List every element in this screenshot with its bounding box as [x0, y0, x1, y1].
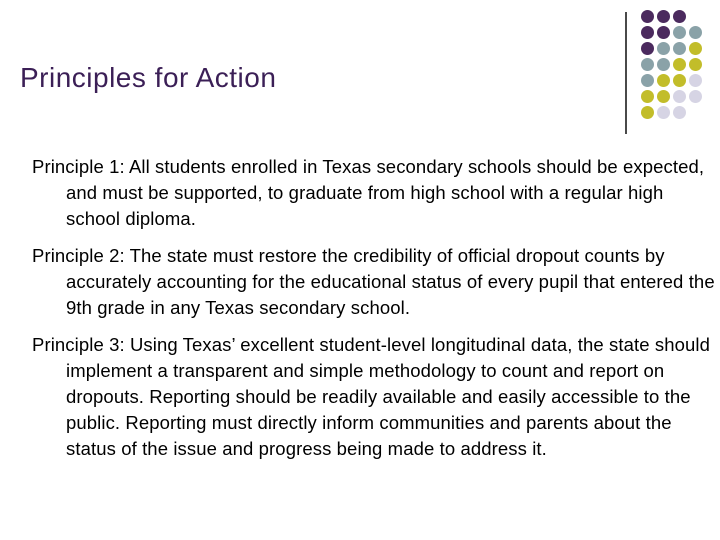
decorative-dot	[641, 26, 654, 39]
decorative-dot	[673, 26, 686, 39]
principles-list	[32, 154, 716, 473]
decorative-dot	[641, 42, 654, 55]
decorative-dot	[657, 58, 670, 71]
decorative-dot	[641, 90, 654, 103]
decorative-dot	[673, 10, 686, 23]
principle-2-lead: Principle 2:	[32, 245, 125, 266]
decorative-dot-grid	[641, 10, 711, 122]
decorative-dot	[689, 90, 702, 103]
principle-1	[32, 154, 716, 232]
decorative-dot	[657, 26, 670, 39]
decorative-dot	[689, 26, 702, 39]
decorative-dot	[689, 74, 702, 87]
vertical-divider	[625, 12, 627, 134]
decorative-dot	[673, 42, 686, 55]
principle-2	[32, 243, 716, 321]
slide-title: Principles for Action	[20, 62, 277, 93]
decorative-dot	[641, 10, 654, 23]
principle-3-text: Using Texas’ excellent student-level longitudinal data, the state should implement a transparent and simple methodology to count and report on dropouts. Reporting should be readily available and easily accessible to the public. Reporting must directly inform communities and parents about the status of the issue and progress being made to address it.	[66, 334, 710, 459]
decorative-dot	[641, 58, 654, 71]
principle-3	[32, 332, 716, 462]
decorative-dot	[689, 58, 702, 71]
decorative-dot	[641, 106, 654, 119]
decorative-dot	[673, 106, 686, 119]
decorative-dot	[673, 58, 686, 71]
decorative-dot	[657, 10, 670, 23]
decorative-dot	[657, 74, 670, 87]
principle-3-lead: Principle 3:	[32, 334, 125, 355]
principle-2-text: The state must restore the credibility of official dropout counts by accurately accounting for the educational status of every pupil that entered the 9th grade in any Texas secondary school.	[66, 245, 715, 318]
decorative-dot	[657, 90, 670, 103]
principle-1-text: All students enrolled in Texas secondary schools should be expected, and must be supported, to graduate from high school with a regular high school diploma.	[66, 156, 705, 229]
decorative-dot	[657, 106, 670, 119]
decorative-dot	[689, 42, 702, 55]
decorative-dot	[673, 90, 686, 103]
decorative-dot	[641, 74, 654, 87]
principle-1-lead: Principle 1:	[32, 156, 125, 177]
decorative-dot	[673, 74, 686, 87]
decorative-dot	[657, 42, 670, 55]
